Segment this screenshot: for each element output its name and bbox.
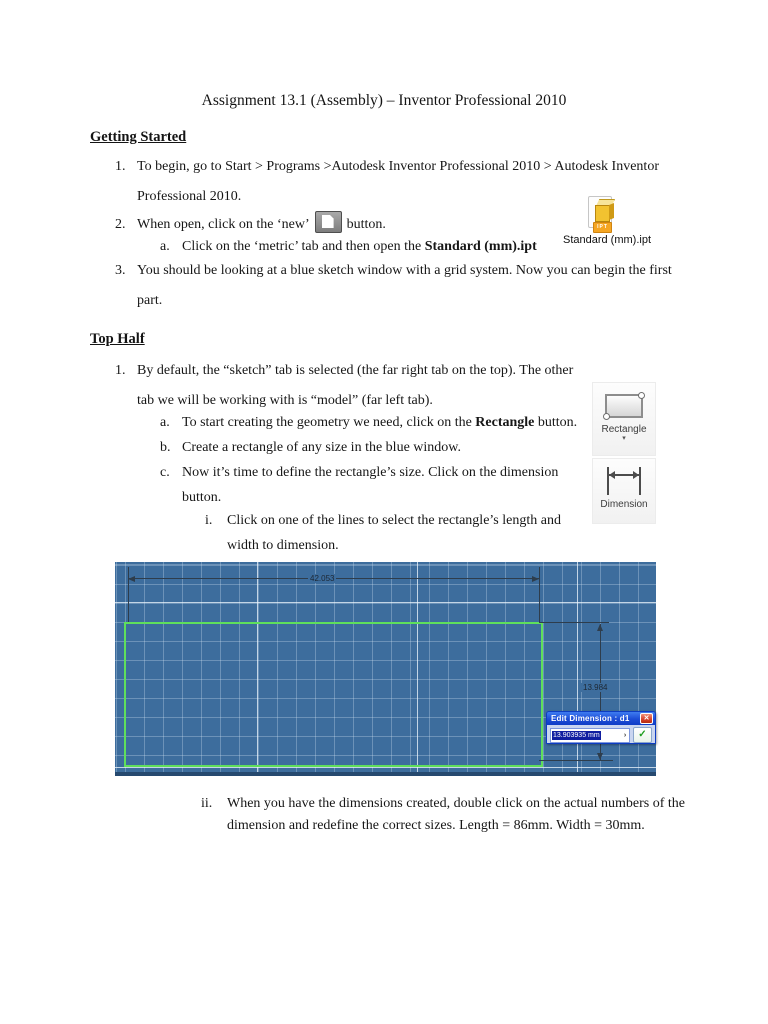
tophalf-item-i-line-1: i. Click on one of the lines to select the rectangle’s length and [205, 513, 561, 528]
ipt-tag: IPT [593, 222, 612, 233]
list-item-1-line-1: 1. To begin, go to Start > Programs >Autodesk Inventor Professional 2010 > Autodesk Inventor [115, 159, 659, 174]
expand-arrow-icon[interactable]: › [623, 731, 627, 739]
tophalf-item-1-line-2: tab we will be working with is “model” (far left tab). [137, 393, 433, 408]
list-number: 3. [115, 263, 126, 278]
bold-filename: Standard (mm).ipt [424, 239, 537, 254]
dimension-value-input[interactable] [550, 728, 630, 743]
dimension-icon [607, 467, 641, 495]
list-item-3-line-2: part. [137, 293, 163, 308]
list-number: 2. [115, 217, 126, 232]
list-item-1-line-2: Professional 2010. [137, 189, 242, 204]
rectangle-tool-button[interactable] [592, 382, 656, 456]
list-letter: c. [160, 465, 170, 480]
tophalf-item-a: a. To start creating the geometry we need, click on the Rectangle button. [160, 415, 578, 430]
list-roman: ii. [201, 796, 213, 811]
tophalf-item-i-line-2: width to dimension. [227, 538, 339, 553]
cube-side-face [609, 203, 614, 220]
extension-line [539, 567, 540, 622]
dropdown-caret-icon[interactable]: ▾ [622, 434, 626, 442]
dimension-tool-label: Dimension [600, 499, 648, 510]
rectangle-tool-label: Rectangle [601, 424, 647, 435]
corner-handle-icon [603, 413, 610, 420]
grid-major-line [115, 767, 656, 768]
close-icon[interactable]: ✕ [640, 713, 653, 724]
rectangle-icon [605, 394, 643, 418]
tophalf-item-c-line-2: button. [182, 490, 222, 505]
list-item-3-line-1: 3. You should be looking at a blue sketch window with a grid system. Now you can begin the first [115, 263, 672, 278]
extension-line [539, 760, 613, 761]
list-item-2: 2. When open, click on the ‘new’ button. [115, 211, 386, 233]
tophalf-item-b: b. Create a rectangle of any size in the blue window. [160, 440, 461, 455]
list-letter: a. [160, 239, 170, 254]
dialog-title: Edit Dimension : d1 [551, 714, 630, 723]
tophalf-item-c-line-1: c. Now it’s time to define the rectangle’s size. Click on the dimension [160, 465, 559, 480]
arrow-left-icon [128, 576, 135, 582]
sketch-rectangle[interactable] [124, 622, 543, 767]
h-dimension-value[interactable]: 42.053 [310, 574, 335, 583]
edit-dimension-dialog [546, 711, 656, 744]
list-item-2a: a. Click on the ‘metric’ tab and then open the Standard (mm).ipt [160, 239, 537, 254]
tophalf-item-ii-line-2: dimension and redefine the correct sizes. Length = 86mm. Width = 30mm. [227, 818, 645, 833]
list-letter: b. [160, 440, 171, 455]
ipt-file-icon[interactable] [585, 196, 623, 236]
dimension-tool-button[interactable] [592, 458, 656, 524]
new-document-icon[interactable] [315, 211, 342, 233]
v-dimension-value[interactable]: 13.984 [583, 683, 608, 692]
section-heading-top-half: Top Half [90, 331, 145, 347]
ipt-file-caption: Standard (mm).ipt [562, 234, 652, 246]
extension-line [539, 622, 609, 623]
blank-page-icon [322, 215, 334, 228]
tophalf-item-1-line-1: 1. By default, the “sketch” tab is selected (the far right tab on the top). The other [115, 363, 574, 378]
list-number: 1. [115, 159, 126, 174]
corner-handle-icon [638, 392, 645, 399]
bold-rectangle: Rectangle [475, 415, 535, 430]
tophalf-item-ii-line-1: ii. When you have the dimensions created, double click on the actual numbers of the [201, 796, 685, 811]
grid-major-line [115, 602, 656, 603]
confirm-check-button[interactable]: ✓ [633, 727, 652, 743]
arrow-right-icon [532, 576, 539, 582]
arrow-up-icon [597, 624, 603, 631]
list-number: 1. [115, 363, 126, 378]
dialog-title-bar[interactable] [547, 712, 655, 725]
selected-value-text: 13.903935 mm [553, 731, 600, 739]
page-title: Assignment 13.1 (Assembly) – Inventor Professional 2010 [201, 92, 567, 109]
list-letter: a. [160, 415, 170, 430]
arrow-down-icon [597, 753, 603, 760]
dialog-body [547, 725, 655, 744]
section-heading-getting-started: Getting Started [90, 129, 187, 145]
list-roman: i. [205, 513, 213, 528]
cube-front-face [595, 205, 610, 222]
